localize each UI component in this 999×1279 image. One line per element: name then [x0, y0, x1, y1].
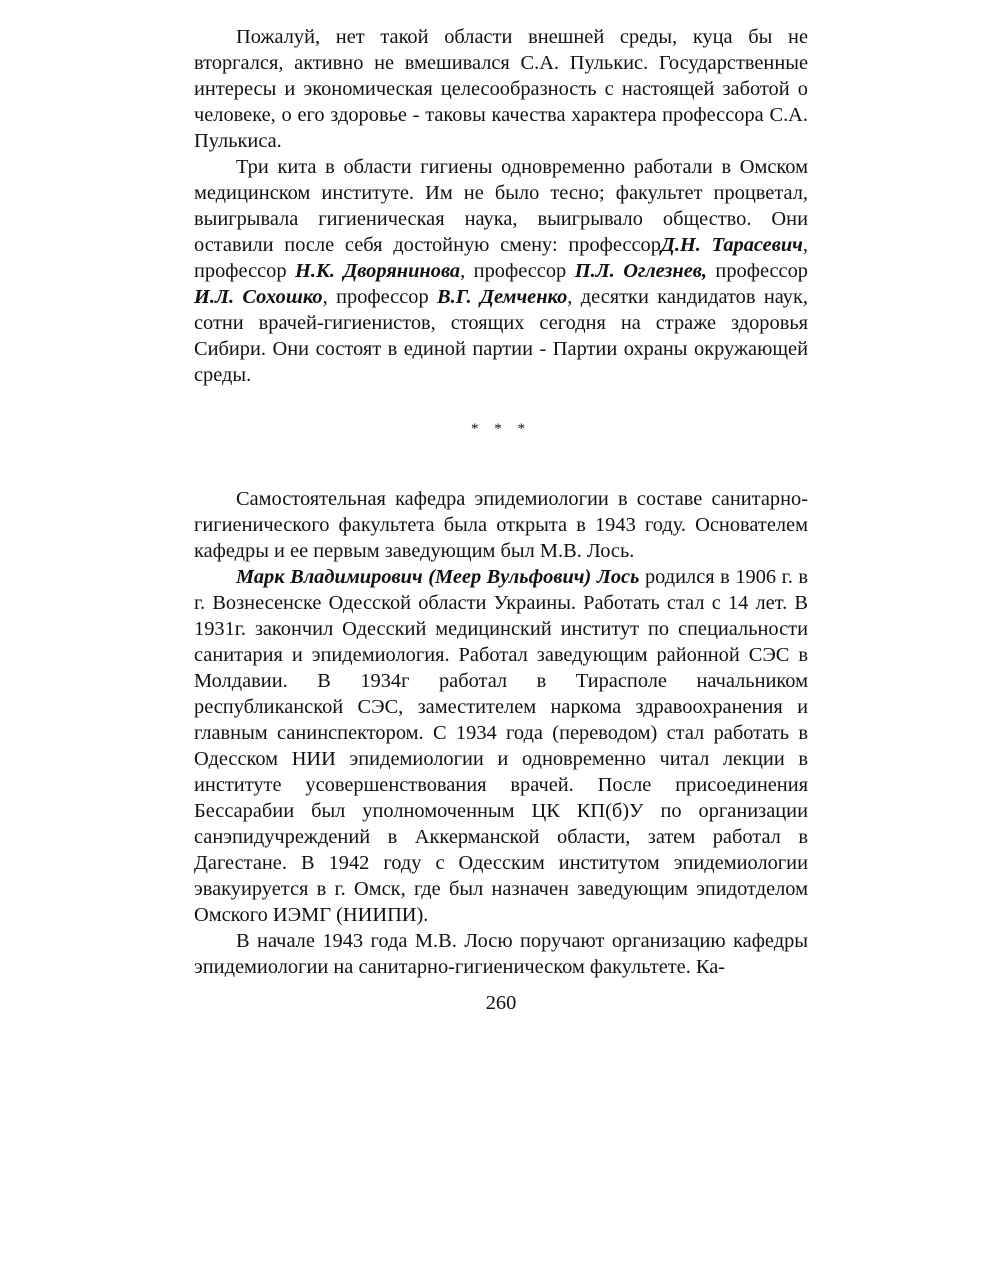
bold-name-dvoryaninova: Н.К. Дворянинова: [295, 260, 461, 282]
paragraph-three-whales: [194, 154, 808, 388]
document-page: [194, 24, 808, 980]
text-segment: , профессор: [322, 286, 438, 308]
text-segment: родился в 1906 г. в г. Вознесенске Одесской области Украины. Работать стал с 14 лет. В 1931г. закончил Одесский медицинский институт по специальности санитария и эпидемиология. Работал заведующим районной СЭС в Молдавии. В 1934г работал в Тирасполе начальником республиканской СЭС, заместителем наркома здравоохранения и главным санинспектором. С 1934 года (переводом) стал работать в Одесском НИИ эпидемиологии и одновременно читал лекции в институте усовершенствования врачей. После присоединения Бессарабии был уполномоченным ЦК КП(б)У по организации санэпидучреждений в Аккерманской области, затем работал в Дагестане. В 1942 году с Одесским институтом эпидемиологии эвакуируется в г. Омск, где был назначен заведующим эпидотделом Омского ИЭМГ (НИИПИ).: [194, 566, 808, 926]
paragraph-epidemiology-department: Самостоятельная кафедра эпидемиологии в составе санитарно-гигиенического факультета была открыта в 1943 году. Основателем кафедры и ее первым заведующим был М.В. Лось.: [194, 488, 808, 562]
paragraph-1943: В начале 1943 года М.В. Лосю поручают организацию кафедры эпидемиологии на санитарно-гигиеническом факультете. Ка-: [194, 930, 808, 978]
paragraph-pulkis: Пожалуй, нет такой области внешней среды, куца бы не вторгался, активно не вмешивался С.А. Пулькис. Государственные интересы и экономическая целесообразность с настоящей заботой о человеке, о его здоровье - таковы качества характера профессора С.А. Пулькиса.: [194, 26, 808, 152]
bold-name-sokhoshko: И.Л. Сохошко: [194, 286, 323, 308]
text-segment: , десятки кандидатов наук, сотни врачей-гигиенистов, стоящих сегодня на страже здоровья Сибири. Они состоят в единой партии - Партии охраны окружающей среды.: [194, 286, 808, 386]
bold-name-ogleznev: П.Л. Оглезнев,: [574, 260, 707, 282]
text-segment: Три кита в области гигиены одновременно работали в Омском медицинском институте. Им не было тесно; факультет процветал, выигрывала гигиеническая наука, выигрывало общество. Они оставили после себя достойную смену: профессор: [194, 156, 808, 256]
section-separator: * * *: [471, 421, 531, 437]
text-segment: , профессор: [194, 234, 808, 282]
text-segment: профессор: [706, 260, 808, 282]
page-number: 260: [485, 992, 517, 1014]
paragraph-los-biography: [194, 564, 808, 928]
bold-name-demchenko: В.Г. Демченко: [437, 286, 568, 308]
bold-name-tarasevich: Д.Н. Тарасевич: [660, 234, 803, 256]
bold-name-los: Марк Владимирович (Меер Вульфович) Лось: [236, 566, 640, 588]
text-segment: , профессор: [460, 260, 575, 282]
